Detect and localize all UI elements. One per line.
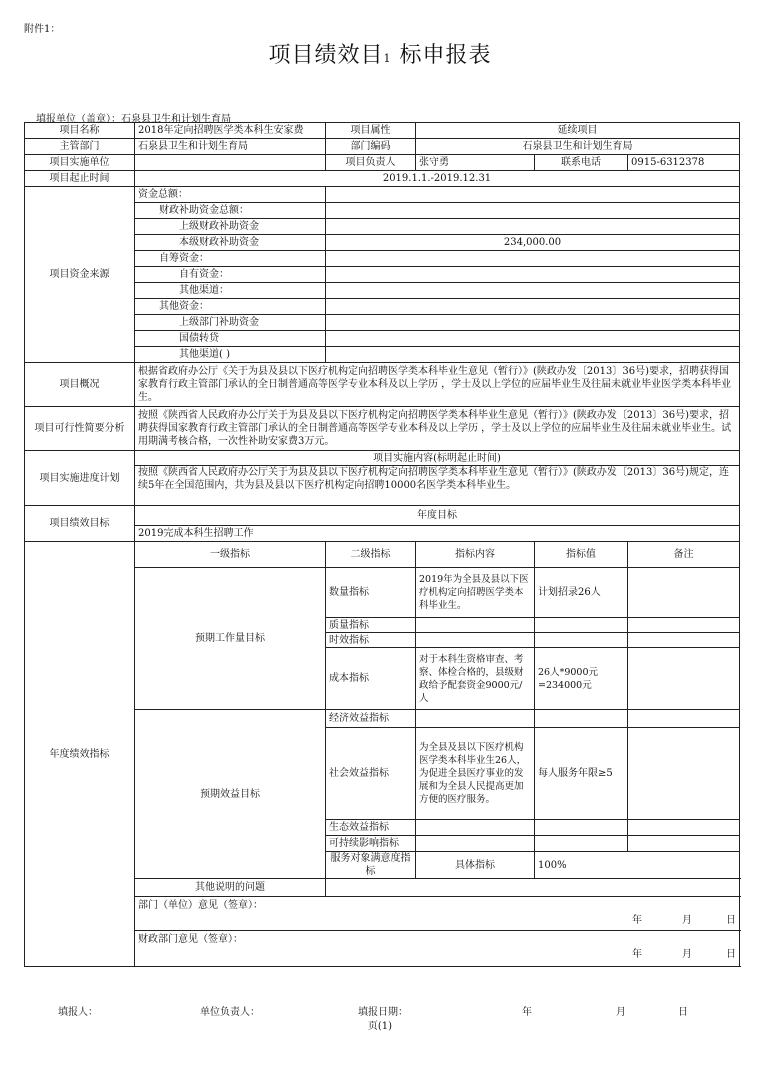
footer-filler: 填报人：	[58, 1007, 98, 1018]
funding-row: 财政补助资金总额：	[135, 203, 326, 219]
project-name-value: 2018年定向招聘医学类本科生安家费	[135, 123, 326, 139]
title-main: 项目绩效目	[268, 43, 384, 68]
funding-row-value: 234,000.00	[326, 235, 740, 251]
funding-row: 国债转贷	[135, 331, 326, 347]
phone-value: 0915-6312378	[628, 155, 740, 171]
funding-row: 本级财政补助资金	[135, 235, 326, 251]
funding-row-value	[326, 347, 740, 363]
economic-value	[535, 710, 628, 728]
finance-opinion-day: 日	[726, 949, 737, 960]
funding-row-value	[326, 331, 740, 347]
schedule-header: 项目实施内容(标明起止时间)	[135, 451, 740, 466]
social-label: 社会效益指标	[326, 728, 416, 820]
economic-label: 经济效益指标	[326, 710, 416, 728]
timeliness-remark	[628, 633, 740, 648]
goal-header: 年度目标	[135, 506, 740, 526]
funding-row: 自筹资金：	[135, 251, 326, 267]
indicators-label: 年度绩效指标	[25, 542, 135, 967]
funding-label: 项目资金来源	[25, 187, 135, 363]
finance-opinion-label: 财政部门意见（签章）：	[138, 934, 243, 945]
period-label: 项目起止时间	[25, 171, 135, 187]
dept-opinion-day: 日	[726, 915, 737, 926]
funding-row-value	[326, 187, 740, 203]
funding-row: 其他资金：	[135, 299, 326, 315]
other-label: 其他说明的问题	[135, 879, 326, 897]
finance-opinion-month: 月	[682, 949, 693, 960]
period-value: 2019.1.1.-2019.12.31	[135, 171, 740, 187]
col-level1: 一级指标	[135, 542, 326, 568]
quantity-content: 2019年为全县及县以下医疗机构定向招聘医学类本科毕业生。	[416, 568, 535, 618]
schedule-label: 项目实施进度计划	[25, 451, 135, 506]
timeliness-value	[535, 633, 628, 648]
quantity-remark	[628, 568, 740, 618]
finance-opinion-year: 年	[632, 949, 643, 960]
funding-row: 资金总额：	[135, 187, 326, 203]
group-workload: 预期工作量目标	[135, 568, 326, 710]
social-remark	[628, 728, 740, 820]
filler-unit-value: 石泉县卫生和计划生育局	[121, 114, 231, 125]
filler-unit-label: 填报单位（盖章）：	[36, 114, 121, 125]
other-value	[326, 879, 740, 897]
title-mark: 1	[383, 52, 392, 65]
project-name-label: 项目名称	[25, 123, 135, 139]
quantity-value: 计划招录26人	[535, 568, 628, 618]
satisfaction-value: 100%	[535, 852, 740, 879]
impl-unit-value	[135, 155, 326, 171]
cost-remark	[628, 648, 740, 710]
eco-label: 生态效益指标	[326, 820, 416, 836]
timeliness-label: 时效指标	[326, 633, 416, 648]
declaration-table	[24, 122, 740, 967]
dept-label: 主管部门	[25, 139, 135, 155]
attachment-label: 附件1：	[24, 24, 61, 35]
footer-fill-date: 填报日期：	[358, 1007, 408, 1018]
owner-value: 张守勇	[416, 155, 535, 171]
eco-remark	[628, 820, 740, 836]
sustain-content	[416, 836, 535, 852]
project-attr-value: 延续项目	[416, 123, 740, 139]
dept-code-label: 部门编码	[326, 139, 416, 155]
economic-remark	[628, 710, 740, 728]
col-level2: 二级指标	[326, 542, 416, 568]
col-remark: 备注	[628, 542, 740, 568]
funding-row-value	[326, 267, 740, 283]
satisfaction-label: 服务对象满意度指标	[326, 852, 416, 879]
funding-row-value	[326, 299, 740, 315]
dept-code-value: 石泉县卫生和计划生育局	[416, 139, 740, 155]
social-value: 每人服务年限≥5	[535, 728, 628, 820]
economic-content	[416, 710, 535, 728]
quality-label: 质量指标	[326, 618, 416, 633]
footer-day: 日	[678, 1007, 688, 1018]
quality-value	[535, 618, 628, 633]
funding-row-value	[326, 251, 740, 267]
dept-opinion-label: 部门（单位）意见（签章）：	[138, 900, 263, 911]
col-value: 指标值	[535, 542, 628, 568]
page-number: 页(1)	[367, 1021, 393, 1032]
group-benefit: 预期效益目标	[135, 710, 326, 879]
overview-text: 根据省政府办公厅《关于为县及县以下医疗机构定向招聘医学类本科毕业生意见（暂行）》(陕政办发〔2013〕36号)要求，招聘获得国家教育行政主管部门承认的全日制普通高等医学专业本科及以上学历 ，学士及以上学位的应届毕业生及往届未就业毕业医学类本科毕业生。	[135, 363, 740, 407]
page-title	[0, 38, 760, 69]
cost-content: 对于本科生资格审查、考察、体检合格的，县级财政给予配套资金9000元/人	[416, 648, 535, 710]
schedule-text: 按照《陕西省人民政府办公厅关于为县及县以下医疗机构定向招聘医学类本科毕业生意见（暂行）》(陕政办发〔2013〕36号)规定，连续5年在全国范围内，共为县及县以下医疗机构定向招聘10000名医学类本科毕业生。	[135, 466, 740, 506]
dept-opinion	[135, 897, 740, 931]
overview-label: 项目概况	[25, 363, 135, 407]
satisfaction-sub: 具体指标	[416, 852, 535, 879]
cost-value: 26人*9000元=234000元	[535, 648, 628, 710]
sustain-value	[535, 836, 628, 852]
dept-opinion-month: 月	[682, 915, 693, 926]
footer-month: 月	[616, 1007, 626, 1018]
funding-row-value	[326, 315, 740, 331]
dept-opinion-year: 年	[632, 915, 643, 926]
quantity-label: 数量指标	[326, 568, 416, 618]
timeliness-content	[416, 633, 535, 648]
footer-year: 年	[522, 1007, 532, 1018]
goal-label: 项目绩效目标	[25, 506, 135, 542]
owner-label: 项目负责人	[326, 155, 416, 171]
feasibility-label: 项目可行性简要分析	[25, 407, 135, 451]
funding-row-value	[326, 283, 740, 299]
goal-text: 2019完成本科生招聘工作	[135, 526, 740, 542]
project-attr-label: 项目属性	[326, 123, 416, 139]
eco-content	[416, 820, 535, 836]
footer-unit-head: 单位负责人：	[200, 1007, 260, 1018]
col-content: 指标内容	[416, 542, 535, 568]
funding-row-value	[326, 219, 740, 235]
funding-row: 其他渠道：	[135, 283, 326, 299]
eco-value	[535, 820, 628, 836]
funding-row: 上级财政补助资金	[135, 219, 326, 235]
dept-value: 石泉县卫生和计划生育局	[135, 139, 326, 155]
sustain-remark	[628, 836, 740, 852]
cost-label: 成本指标	[326, 648, 416, 710]
funding-row: 其他渠道( )	[135, 347, 326, 363]
finance-opinion	[135, 931, 740, 967]
funding-row: 上级部门补助资金	[135, 315, 326, 331]
quality-remark	[628, 618, 740, 633]
social-content: 为全县及县以下医疗机构医学类本科毕业生26人，为促进全县医疗事业的发展和为全县人民提高更加方便的医疗服务。	[416, 728, 535, 820]
funding-row-value	[326, 203, 740, 219]
sustain-label: 可持续影响指标	[326, 836, 416, 852]
phone-label: 联系电话	[535, 155, 628, 171]
feasibility-text: 按照《陕西省人民政府办公厅关于为县及县以下医疗机构定向招聘医学类本科毕业生意见（暂行）》(陕政办发〔2013〕36号)要求，招聘获得国家教育行政主管部门承认的全日制普通高等医学专业本科及以上学历 ，学士及以上学位的应届毕业生及往届未就业毕业生。试用期满考核合格，一次性补助安家费3万元。	[135, 407, 740, 451]
title-rest: 标申报表	[399, 43, 492, 68]
funding-row: 自有资金：	[135, 267, 326, 283]
impl-unit-label: 项目实施单位	[25, 155, 135, 171]
quality-content	[416, 618, 535, 633]
